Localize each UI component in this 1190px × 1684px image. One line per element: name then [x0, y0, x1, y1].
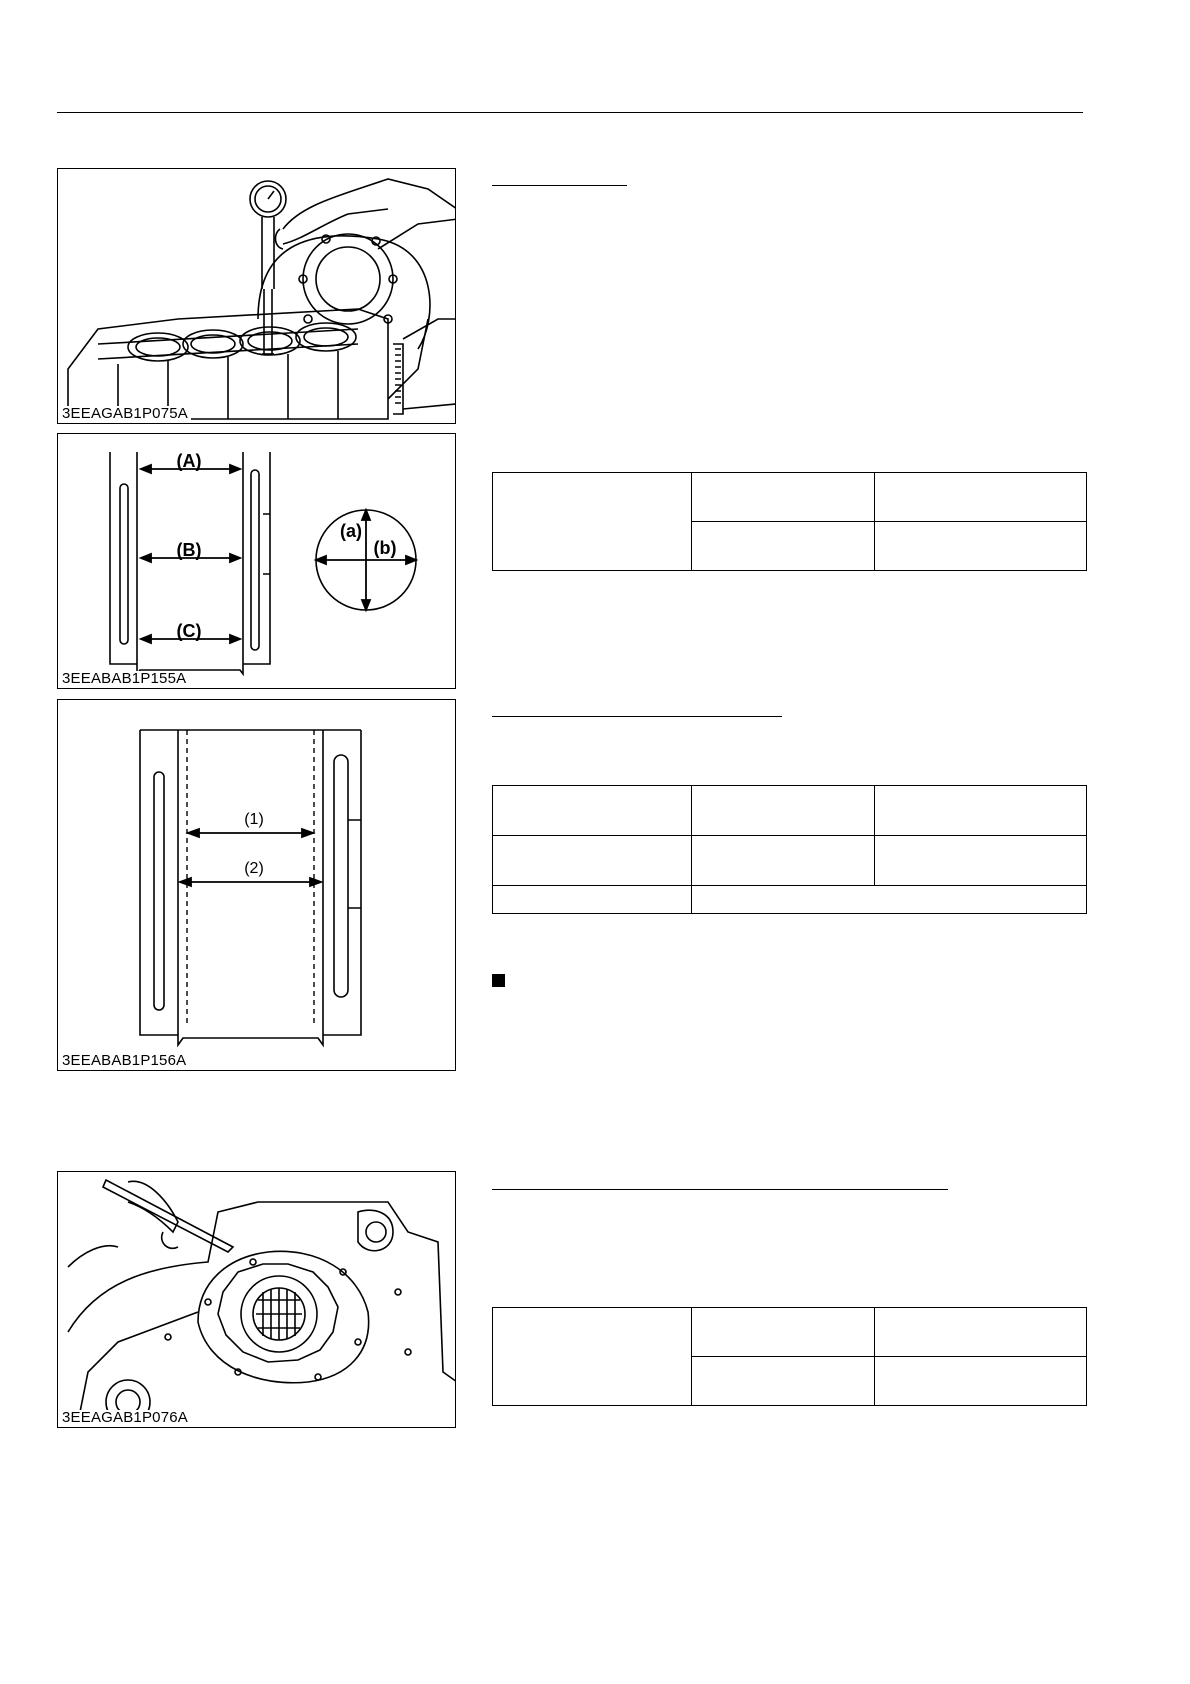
label-original-bore: (1) [244, 811, 264, 828]
label-position-b: (B) [176, 540, 202, 560]
label-direction-a: (a) [340, 521, 362, 541]
table-cell [493, 886, 692, 914]
figure-caption: 3EEABAB1P156A [62, 1053, 189, 1069]
oil-pump-illustration [58, 1172, 456, 1428]
table-cell [875, 786, 1087, 836]
bullet-square-icon [492, 974, 505, 987]
table-cell [493, 786, 692, 836]
table-cell [692, 1357, 875, 1406]
label-oversize-bore: (2) [244, 860, 264, 877]
figure-oil-pump [57, 1171, 456, 1428]
table-cell [493, 836, 692, 886]
figure-measuring-positions [57, 433, 456, 689]
figure-oversize-bore [57, 699, 456, 1071]
figure-caption: 3EEAGAB1P075A [62, 406, 191, 422]
label-direction-b: (b) [373, 538, 397, 558]
table-cell [875, 473, 1087, 522]
table-cell [493, 473, 692, 571]
cylinder-gauge-illustration [58, 169, 456, 424]
oversize-bore-diagram [58, 700, 456, 1071]
table-cell [692, 886, 1087, 914]
table-cell [875, 1357, 1087, 1406]
label-position-c: (C) [176, 621, 202, 641]
table-cell [692, 786, 875, 836]
figure-cylinder-gauge [57, 168, 456, 424]
section-heading-underline [492, 185, 627, 186]
figure-caption: 3EEABAB1P155A [62, 671, 189, 687]
table-cell [493, 1308, 692, 1406]
spec-table-cylinder-liner [492, 472, 1087, 571]
table-cell [692, 522, 875, 571]
section-heading-underline [492, 1189, 948, 1190]
figure-caption: 3EEAGAB1P076A [62, 1410, 191, 1426]
table-cell [875, 522, 1087, 571]
section-heading-underline [492, 716, 782, 717]
spec-table-oversize [492, 785, 1087, 914]
header-rule [57, 112, 1083, 113]
measuring-positions-diagram [58, 434, 456, 689]
table-cell [692, 1308, 875, 1357]
table-cell [692, 836, 875, 886]
spec-table-oil-pump [492, 1307, 1087, 1406]
table-cell [875, 1308, 1087, 1357]
table-cell [692, 473, 875, 522]
label-position-a: (A) [176, 451, 202, 471]
table-cell [875, 836, 1087, 886]
